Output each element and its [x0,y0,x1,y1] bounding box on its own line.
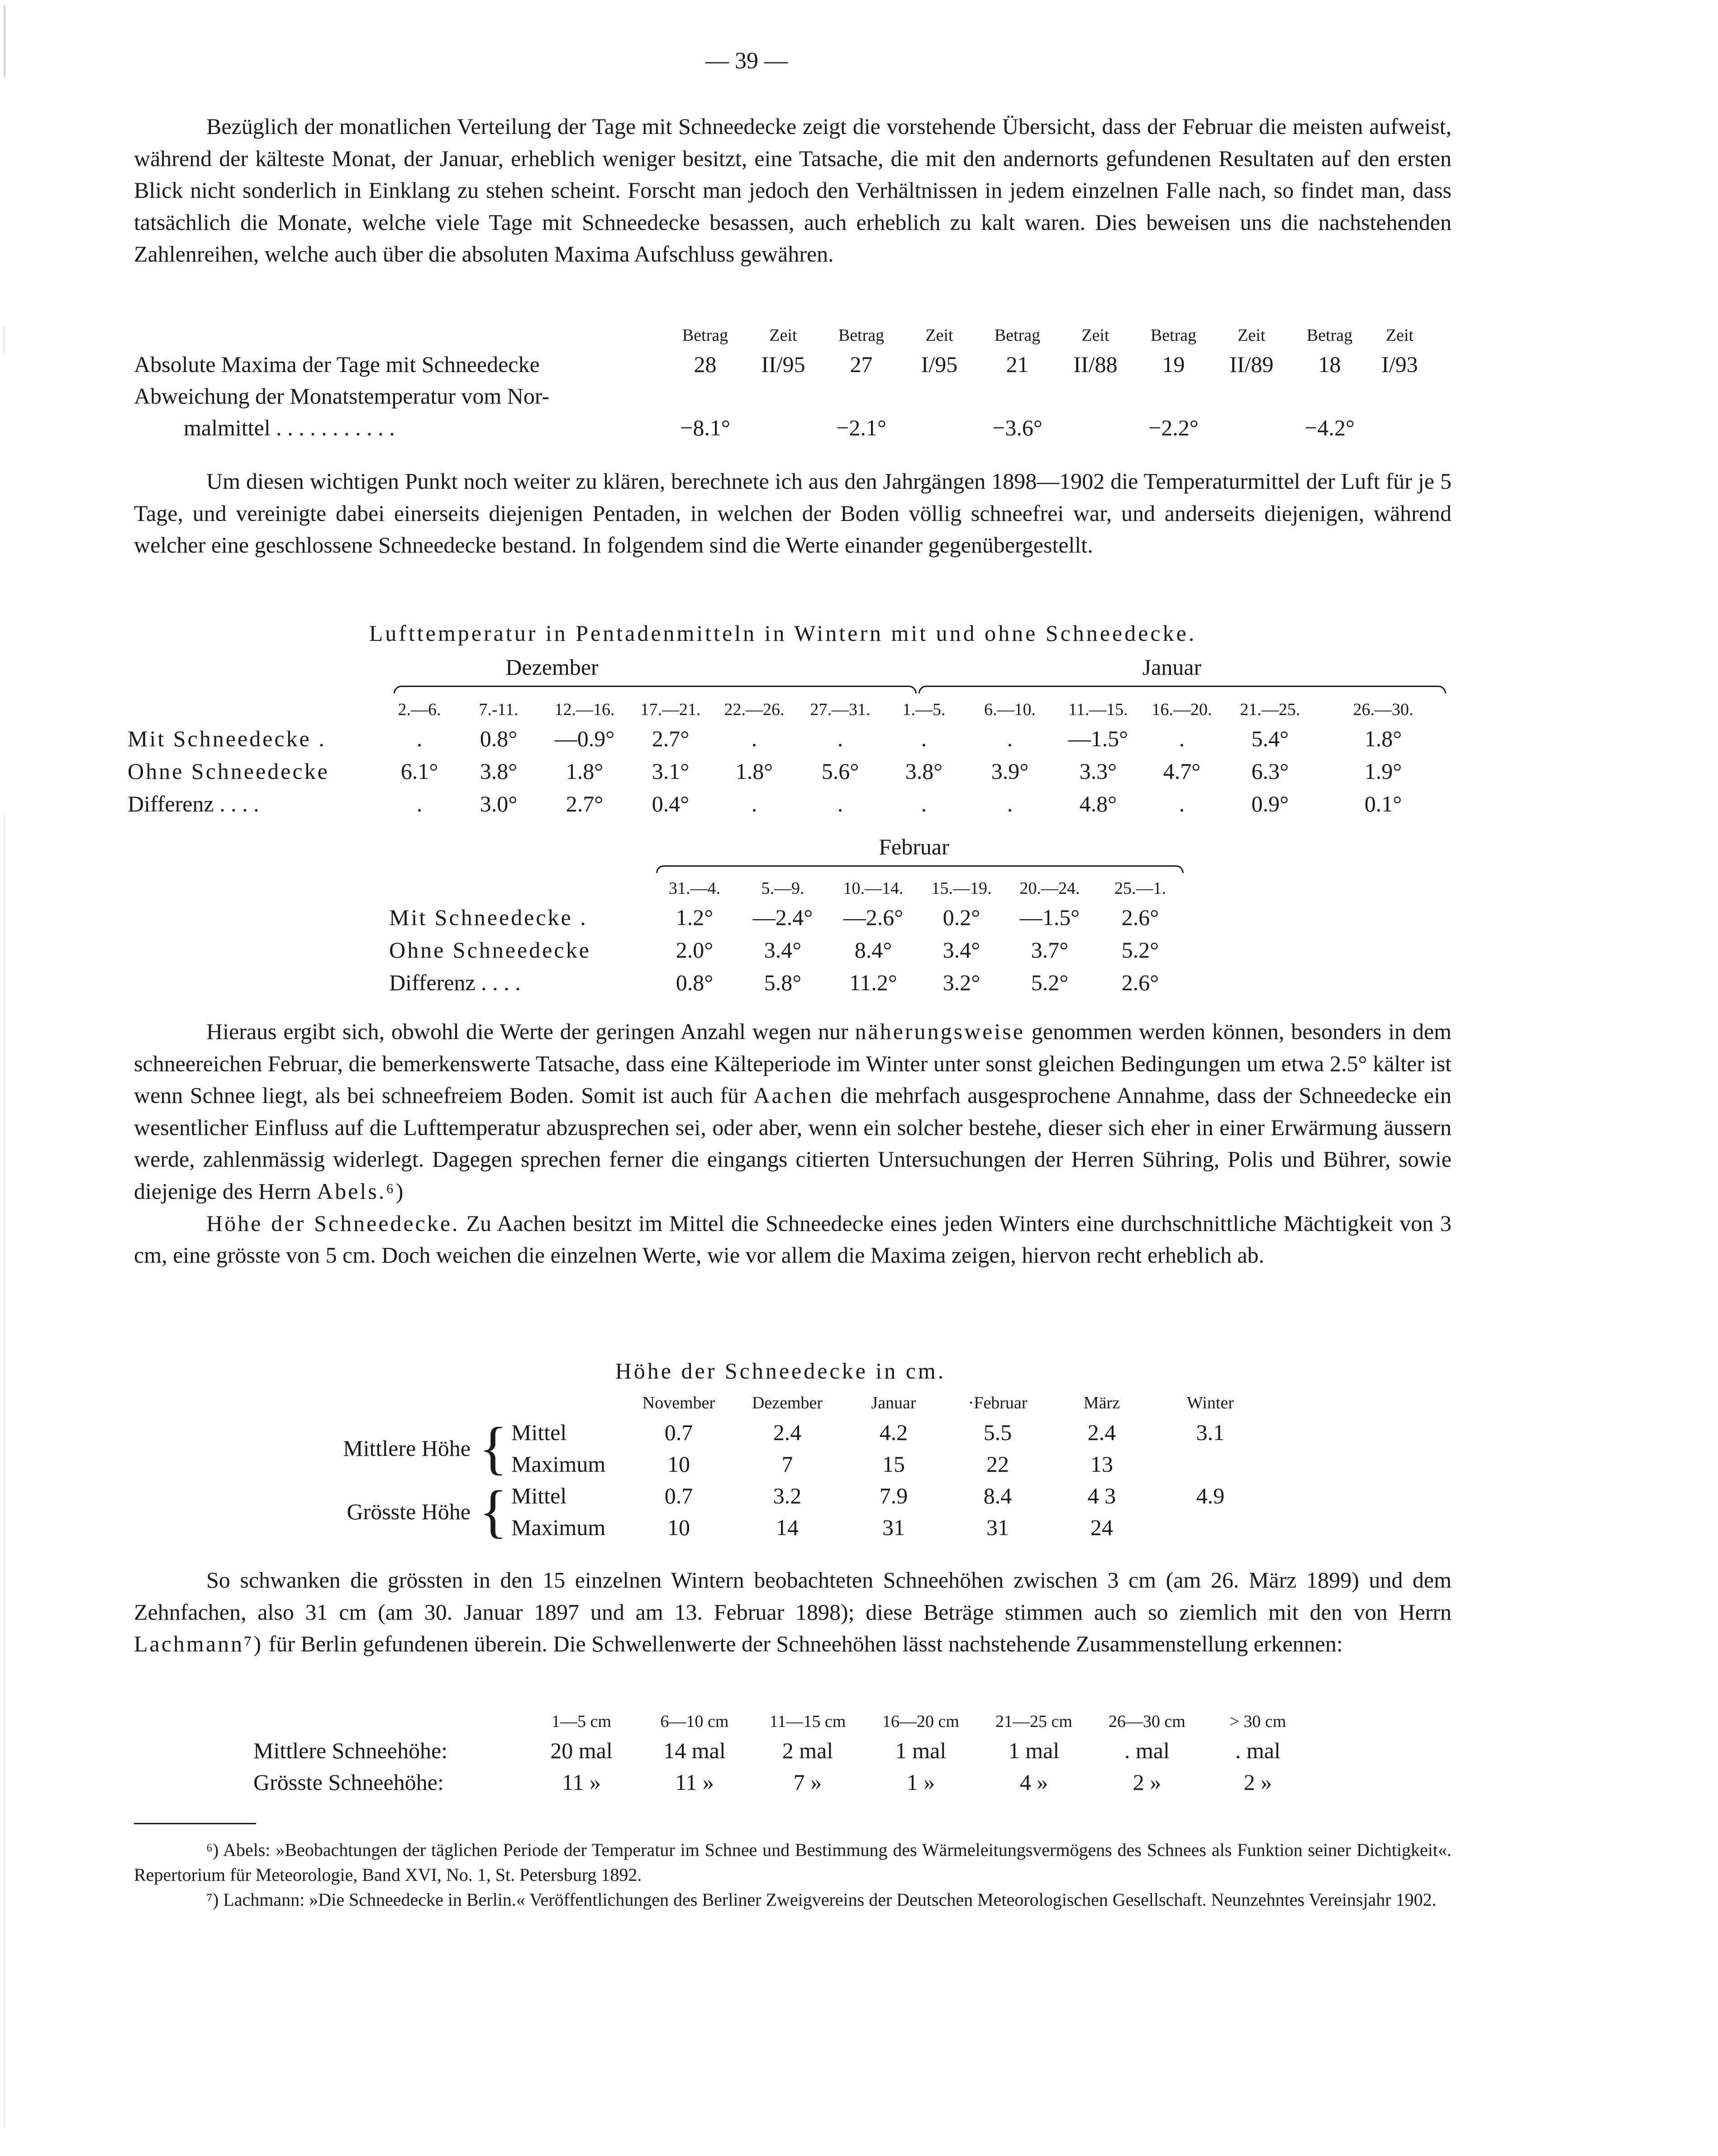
period: 22.—26. [724,700,785,719]
temp-value: 0.4° [652,791,690,816]
sub-label: Maximum [511,1515,606,1540]
temp-value: 3.9° [991,758,1029,784]
paragraph-3-text [134,1016,1451,1207]
paragraph-4-heading: Höhe der Schneedecke. [206,1210,460,1236]
temp-value: 5.2° [1031,970,1069,995]
threshold-row-label: Grösste Schneehöhe: [253,1770,444,1795]
paragraph-1 [134,110,1451,270]
header-zeit: Zeit [1081,326,1109,345]
para3-spaced-word: Aachen [753,1083,834,1108]
brace-januar [918,686,1446,693]
period: 6.—10. [984,700,1036,719]
height-value: 14 [776,1515,799,1540]
header-betrag: Betrag [1150,326,1197,345]
deviation-value: −2.2° [1148,415,1199,440]
temp-value: 3.7° [1031,937,1069,963]
height-value: 10 [667,1515,690,1540]
header-zeit: Zeit [925,326,953,345]
temp-value: 3.4° [764,937,802,963]
height-value: 7.9 [879,1483,908,1508]
feb-diff-row [389,966,1185,999]
header-month: März [1083,1393,1120,1412]
header-zeit: Zeit [1385,326,1414,345]
height-value: 8.4 [983,1483,1012,1508]
month-januar: Januar [1142,654,1202,680]
maxima-table-header-row [134,322,1428,348]
sub-label: Mittel [511,1483,567,1508]
scan-edge-mark [4,5,5,77]
period: 27.—31. [810,700,871,719]
temp-value: 6.1° [400,758,438,784]
temp-value: —2.6° [843,905,904,930]
height-value: 2.4 [1087,1420,1116,1445]
temp-diff-row [128,787,1449,820]
footnote-6: ⁶) Abels: »Beobachtungen der täglichen Periode der Temperatur im Schnee und Bestimmung des Wärmeleitungsvermögens des Schnees als Funktion seiner Dichtigkeit«. Repertorium für Meteorologie, Band XVI, No. 1, St. Petersburg 1892. [134,1840,1451,1885]
height-value: 2.4 [773,1420,802,1445]
paragraph-4-body: Zu Aachen besitzt im Mittel die Schneedecke eines jeden Winters eine durchschnittliche Mächtigkeit von 3 cm, eine grösste von 5 cm. Doch weichen die einzelnen Werte, wie vor allem die Maxima zeigen, hiervon recht erheblich ab. [134,1210,1452,1268]
para3-part: die mehrfach ausgesprochene Annahme, dass der Schneedecke ein wesentlicher Einfluss auf die Lufttemperatur abzusprechen sei, oder aber, wenn ein solcher bestehe, dieser sich eher in einer Erwärmung äussern werde, zahlenmässig widerlegt. Dagegen sprechen ferner die eingangs citierten Untersuchungen der Herren Sühring, Polis und Bührer, sowie diejenige des Herrn [134,1083,1452,1204]
row-label-mit: Mit Schneedecke . [389,905,588,930]
temp-value: 1.2° [676,905,714,930]
temp-value: . [416,791,423,816]
temp-ohne-row [128,755,1449,787]
temp-value: . [751,791,757,816]
threshold-header: 21—25 cm [995,1712,1072,1731]
header-betrag: Betrag [838,326,885,345]
sub-label: Mittel [511,1420,567,1445]
temp-value: 2.7° [652,726,690,751]
para5-part: für Berlin gefundenen überein. Die Schwellenwerte der Schneehöhen lässt nachstehende Zusammenstellung erkennen: [268,1631,1343,1657]
para5-part: So schwanken die grössten in den 15 einzelnen Wintern beobachteten Schneehöhen zwischen 3 cm (am 26. März 1899) und dem Zehnfachen, also 31 cm (am 30. Januar 1897 und am 13. Februar 1898); diese Beträge stimmen auch so ziemlich mit den von Herrn [134,1567,1451,1625]
feb-ohne-row [389,934,1185,966]
height-value [1154,1448,1267,1480]
maxima-time: II/95 [761,352,805,377]
maxima-table [134,322,1428,444]
threshold-header: 1—5 cm [552,1712,611,1731]
brace-glyph: { [479,1416,508,1481]
temp-value: 1.8° [566,758,604,784]
threshold-value: 4 » [1019,1770,1048,1795]
brace-glyph: { [479,1479,508,1544]
temp-value: . [837,791,843,816]
temperature-table-feb [389,876,1185,999]
month-februar: Februar [879,834,949,859]
header-month: Dezember [752,1393,823,1412]
page-number: — 39 — [705,48,788,74]
para3-part: Hieraus ergibt sich, obwohl die Werte der geringen Anzahl wegen nur [206,1019,848,1044]
temp-value: —0.9° [554,726,615,751]
para5-spaced-word: Lachmann⁷) [134,1631,263,1657]
temp-value: . [837,726,843,751]
period: 5.—9. [761,879,804,898]
temp-value: . [1007,791,1013,816]
height-table-caption: Höhe der Schneedecke in cm. [615,1358,946,1383]
paragraph-5 [134,1564,1451,1660]
height-value: 3.2 [773,1483,802,1508]
header-month: Januar [871,1393,916,1412]
temp-value: 2.7° [566,791,604,816]
height-value: 0.7 [664,1483,693,1508]
temp-value: . [921,726,927,751]
deviation-row [134,412,1428,444]
threshold-value: 14 mal [663,1738,726,1763]
threshold-table [253,1708,1312,1798]
height-value: 13 [1090,1451,1113,1477]
threshold-value: 1 mal [895,1738,947,1763]
header-month: Winter [1187,1393,1234,1412]
footnote-divider [134,1823,256,1824]
temp-mit-row [128,722,1449,755]
header-betrag: Betrag [682,326,728,345]
temp-value: 1.9° [1364,758,1402,784]
height-value: 10 [667,1451,690,1477]
deviation-value: −8.1° [680,415,730,440]
temp-value: . [1007,726,1013,751]
period: 21.—25. [1240,700,1300,719]
period: 11.—15. [1068,700,1128,719]
temp-value: 2.6° [1121,970,1159,995]
brace-dezember [394,686,917,693]
temp-value: 3.4° [942,937,980,963]
temp-value: 3.8° [905,758,943,784]
brace-februar [656,865,1184,873]
temp-periods-row [128,697,1449,722]
scan-edge-mark [4,815,5,2127]
temp-value: 0.8° [480,726,518,751]
temp-value: 0.1° [1364,791,1402,816]
height-value: 5.5 [983,1420,1012,1445]
paragraph-4-text [134,1207,1451,1271]
row-label-diff: Differenz . . . . [128,791,259,816]
temp-value: —1.5° [1068,726,1128,751]
period: 15.—19. [931,879,992,898]
feb-mit-row [389,901,1185,934]
temp-value: 4.7° [1163,758,1201,784]
maxima-time: I/93 [1381,352,1418,377]
period: 26.—30. [1353,700,1413,719]
threshold-mittlere-row [253,1735,1312,1766]
height-value: 7 [781,1451,793,1477]
threshold-groesste-row [253,1766,1312,1798]
height-value: 22 [986,1451,1009,1477]
temp-value: 8.4° [854,937,892,963]
feb-periods-row [389,876,1185,901]
temp-value: 3.2° [942,970,980,995]
deviation-value: −4.2° [1304,415,1355,440]
temp-value: 0.9° [1251,791,1289,816]
maxima-row-label: Absolute Maxima der Tage mit Schneedecke [134,352,540,377]
temperature-table-caption: Lufttemperatur in Pentadenmitteln in Wintern mit und ohne Schneedecke. [369,620,1197,646]
row-label-mit: Mit Schneedecke . [128,726,326,751]
period: 20.—24. [1019,879,1080,898]
footnote-7: ⁷) Lachmann: »Die Schneedecke in Berlin.« Veröffentlichungen des Berliner Zweigvereins der Deutschen Meteorologischen Gesellschaft. Neunzehntes Vereinsjahr 1902. [206,1889,1437,1910]
threshold-value: 20 mal [550,1738,613,1763]
temp-value: 6.3° [1251,758,1289,784]
temp-value: 1.8° [735,758,773,784]
threshold-header-row [253,1708,1312,1735]
deviation-row-a [134,380,1428,412]
row-label-ohne: Ohne Schneedecke [128,758,329,784]
scan-edge-mark [4,326,5,353]
height-value: 24 [1090,1515,1113,1540]
mittlere-mittel-row [308,1417,1267,1448]
threshold-value: . mal [1235,1738,1280,1763]
row-label-ohne: Ohne Schneedecke [389,937,591,963]
height-value: 3.1 [1196,1420,1225,1445]
temp-value: 3.1° [652,758,690,784]
maxima-time: II/88 [1073,352,1118,377]
height-value [1154,1512,1267,1543]
paragraph-5-text [134,1564,1451,1660]
period: 7.-11. [479,700,519,719]
paragraph-1-text: Bezüglich der monatlichen Verteilung der Tage mit Schneedecke zeigt die vorstehende Übersicht, dass der Februar die meisten aufweist, während der kälteste Monat, der Januar, erheblich weniger besitzt, eine Tatsache, die mit den andernorts gefundenen Resultaten auf den ersten Blick nicht sonderlich in Einklang zu stehen scheint. Forscht man jedoch den Verhältnissen in jedem einzelnen Falle nach, so findet man, dass tatsächlich die Monate, welche viele Tage mit Schneedecke besassen, auch erheblich zu kalt waren. Dies beweisen uns die nachstehenden Zahlenreihen, welche auch über die absoluten Maxima Aufschluss gewähren. [134,114,1451,267]
paragraph-3 [134,1016,1451,1271]
threshold-value: 11 » [562,1770,601,1795]
row-label-diff: Differenz . . . . [389,970,521,995]
maxima-time: I/95 [921,352,958,377]
header-betrag: Betrag [994,326,1041,345]
deviation-value: −2.1° [836,415,886,440]
deviation-value: −3.6° [992,415,1042,440]
para3-spaced-word: Abels.⁶) [317,1178,405,1204]
temp-value: 5.6° [821,758,859,784]
header-betrag: Betrag [1306,326,1353,345]
threshold-value: 2 » [1243,1770,1272,1795]
threshold-row-label: Mittlere Schneehöhe: [253,1738,448,1763]
temp-value: 0.8° [676,970,714,995]
temp-value: 3.0° [480,791,518,816]
height-value: 31 [986,1515,1009,1540]
groesste-mittel-row [308,1480,1267,1512]
temp-value: . [751,726,757,751]
temp-value: —2.4° [752,905,813,930]
temp-value: 0.2° [942,905,980,930]
threshold-value: 2 mal [782,1738,833,1763]
footnotes [134,1837,1451,1912]
threshold-value: 2 » [1133,1770,1161,1795]
header-month: ·Februar [968,1393,1028,1412]
header-month: November [642,1393,715,1412]
maxima-value: 21 [1006,352,1029,377]
threshold-value: . mal [1124,1738,1170,1763]
sub-label: Maximum [511,1451,606,1477]
height-table-header-row [308,1389,1267,1417]
period: 25.—1. [1114,879,1166,898]
temp-value: . [1179,726,1185,751]
group-label-groesste: Grösste Höhe [347,1499,471,1524]
temp-value: 3.3° [1079,758,1117,784]
paragraph-2-text: Um diesen wichtigen Punkt noch weiter zu klären, berechnete ich aus den Jahrgängen 1898—1902 die Temperaturmittel der Luft für je 5 Tage, und vereinigte dabei einerseits diejenigen Pentaden, in welchen der Boden völlig schneefrei war, und anderseits diejenigen, während welcher eine geschlossene Schneedecke bestand. In folgendem sind die Werte einander gegenübergestellt. [134,468,1451,558]
temp-value: 5.2° [1121,937,1159,963]
height-value: 4 3 [1087,1483,1116,1508]
paragraph-2 [134,465,1451,561]
threshold-value: 11 » [675,1770,714,1795]
temp-value: 3.8° [480,758,518,784]
deviation-row-label-a: Abweichung der Monatstemperatur vom Nor- [134,383,550,409]
maxima-value: 18 [1318,352,1341,377]
threshold-header: 16—20 cm [882,1712,959,1731]
threshold-header: 11—15 cm [769,1712,846,1731]
temp-value: —1.5° [1019,905,1080,930]
height-value: 4.9 [1196,1483,1225,1508]
height-value: 4.2 [879,1420,908,1445]
period: 10.—14. [843,879,904,898]
maxima-value: 28 [694,352,717,377]
deviation-row-label-b: malmittel . . . . . . . . . . . [184,415,395,440]
para3-spaced-word: näherungsweise [855,1019,1025,1044]
temp-value: 1.8° [1364,726,1402,751]
threshold-value: 7 » [793,1770,822,1795]
period: 31.—4. [669,879,720,898]
height-table [308,1389,1267,1543]
period: 17.—21. [640,700,701,719]
temp-value: . [416,726,423,751]
maxima-value: 19 [1162,352,1185,377]
temp-value: 2.6° [1121,905,1159,930]
period: 2.—6. [398,700,441,719]
temperature-table-dec-jan [128,697,1449,820]
period: 12.—16. [554,700,615,719]
height-value: 0.7 [664,1420,693,1445]
header-zeit: Zeit [769,326,797,345]
para3-part: genommen werden können, besonders in dem schneereichen Februar, die bemerkenswerte Tatsache, dass eine Kälteperiode im Winter unter sonst gleichen Bedingungen um etwa 2.5° kälter ist wenn Schnee liegt, als bei schneefreiem Boden. Somit ist auch für [134,1019,1452,1108]
temp-value: 11.2° [849,970,897,995]
maxima-value: 27 [850,352,873,377]
period: 1.—5. [902,700,946,719]
temp-value: 5.8° [764,970,802,995]
group-label-mittlere: Mittlere Höhe [343,1436,471,1461]
threshold-value: 1 mal [1008,1738,1060,1763]
month-dezember: Dezember [505,654,599,680]
header-zeit: Zeit [1237,326,1266,345]
temp-value: 4.8° [1079,791,1117,816]
threshold-value: 1 » [906,1770,935,1795]
height-value: 31 [882,1515,905,1540]
height-value: 15 [882,1451,905,1477]
threshold-header: > 30 cm [1229,1712,1286,1731]
maxima-time: II/89 [1229,352,1274,377]
temp-value: . [921,791,927,816]
temp-value: 5.4° [1251,726,1289,751]
threshold-header: 6—10 cm [660,1712,729,1731]
threshold-header: 26—30 cm [1109,1712,1185,1731]
maxima-row [134,348,1428,380]
temp-value: 2.0° [676,937,714,963]
temp-value: . [1179,791,1185,816]
period: 16.—20. [1152,700,1212,719]
